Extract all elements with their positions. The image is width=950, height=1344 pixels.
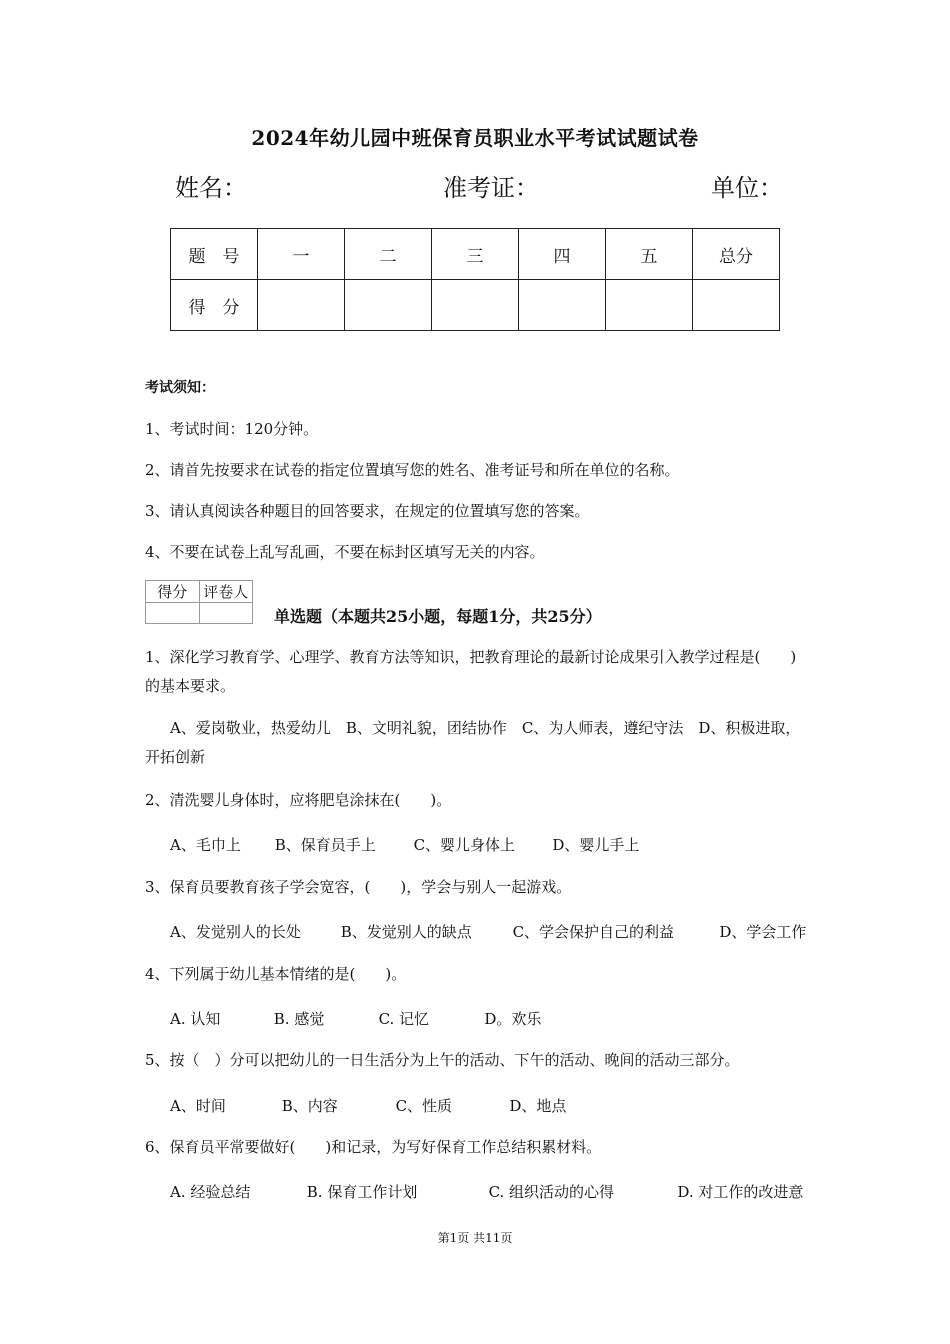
score-row-label: 得 分 — [171, 280, 258, 331]
score-table-header-row — [171, 229, 780, 280]
score-input-cell[interactable] — [258, 280, 345, 331]
notice-item: 2、请首先按要求在试卷的指定位置填写您的姓名、准考证号和所在单位的名称。 — [145, 461, 680, 479]
score-table-score-row — [171, 280, 780, 331]
question-stem: 3、保育员要教育孩子学会宽容，( )，学会与别人一起游戏。 — [145, 878, 572, 896]
score-input-cell[interactable] — [345, 280, 432, 331]
question-stem: 4、下列属于幼儿基本情绪的是( )。 — [145, 965, 407, 983]
score-table-cell: 五 — [606, 229, 693, 280]
score-input-cell[interactable] — [432, 280, 519, 331]
option[interactable]: A、发觉别人的长处 — [170, 923, 301, 941]
exam-title: 2024年幼儿园中班保育员职业水平考试试题试卷 — [251, 126, 699, 150]
question-options — [170, 921, 806, 942]
ticket-field-label: 准考证： — [443, 174, 539, 202]
option[interactable]: A、毛巾上 — [170, 836, 241, 854]
option[interactable]: C、性质 — [395, 1097, 453, 1115]
grader-reviewer-cell[interactable] — [199, 603, 253, 624]
notice-heading: 考试须知： — [145, 380, 215, 396]
question-options — [170, 834, 639, 855]
score-table-cell: 一 — [258, 229, 345, 280]
question-stem: 6、保育员平常要做好( )和记录，为写好保育工作总结积累材料。 — [145, 1138, 602, 1156]
score-table-cell: 二 — [345, 229, 432, 280]
name-field-label: 姓名： — [175, 174, 247, 202]
question-options — [170, 1095, 566, 1116]
option[interactable]: A. 认知 — [170, 1010, 221, 1028]
question-options: A、爱岗敬业，热爱幼儿 B、文明礼貌，团结协作 C、为人师表，遵纪守法 D、积极进取，开拓创新 — [145, 719, 801, 766]
question-options — [170, 1008, 541, 1029]
score-input-cell[interactable] — [519, 280, 606, 331]
question-options — [170, 1181, 803, 1202]
score-table-cell: 题 号 — [171, 229, 258, 280]
option[interactable]: B、保育员手上 — [274, 836, 376, 854]
option[interactable]: C. 组织活动的心得 — [488, 1183, 615, 1201]
score-input-cell[interactable] — [606, 280, 693, 331]
grader-reviewer-label: 评卷人 — [199, 581, 253, 603]
score-input-cell[interactable] — [693, 280, 780, 331]
notice-item: 4、不要在试卷上乱写乱画，不要在标封区填写无关的内容。 — [145, 543, 545, 561]
grader-score-cell[interactable] — [146, 603, 200, 624]
score-table-cell: 三 — [432, 229, 519, 280]
score-table — [170, 228, 780, 331]
option[interactable]: D、地点 — [509, 1097, 567, 1115]
notice-item: 1、考试时间：120分钟。 — [145, 420, 319, 438]
page-footer: 第1页 共11页 — [437, 1231, 513, 1245]
option[interactable]: B、内容 — [281, 1097, 338, 1115]
option[interactable]: C、婴儿身体上 — [413, 836, 516, 854]
option[interactable]: A. 经验总结 — [170, 1183, 251, 1201]
question-stem: 2、清洗婴儿身体时，应将肥皂涂抹在( )。 — [145, 791, 452, 809]
notice-item: 3、请认真阅读各种题目的回答要求，在规定的位置填写您的答案。 — [145, 502, 590, 520]
option[interactable]: B. 保育工作计划 — [306, 1183, 418, 1201]
question-stem: 1、深化学习教育学、心理学、教育方法等知识，把教育理论的最新讨论成果引入教学过程是( )的基本要求。 — [145, 648, 797, 695]
question-stem: 5、按（ ）分可以把幼儿的一日生活分为上午的活动、下午的活动、晚间的活动三部分。 — [145, 1051, 740, 1069]
section-title: 单选题（本题共25小题，每题1分，共25分） — [274, 607, 602, 626]
unit-field-label: 单位： — [711, 174, 783, 202]
option[interactable]: C. 记忆 — [378, 1010, 430, 1028]
option[interactable]: B. 感觉 — [273, 1010, 325, 1028]
option[interactable]: D。欢乐 — [484, 1010, 542, 1028]
score-table-cell: 总分 — [693, 229, 780, 280]
grader-box — [145, 580, 253, 624]
option[interactable]: D. 对工作的改进意 — [677, 1183, 804, 1201]
option[interactable]: D、婴儿手上 — [552, 836, 640, 854]
option[interactable]: D、学会工作 — [719, 923, 807, 941]
grader-score-label: 得分 — [146, 581, 200, 603]
option[interactable]: A、时间 — [170, 1097, 226, 1115]
option[interactable]: B、发觉别人的缺点 — [340, 923, 472, 941]
option[interactable]: C、学会保护自己的利益 — [512, 923, 675, 941]
score-table-cell: 四 — [519, 229, 606, 280]
